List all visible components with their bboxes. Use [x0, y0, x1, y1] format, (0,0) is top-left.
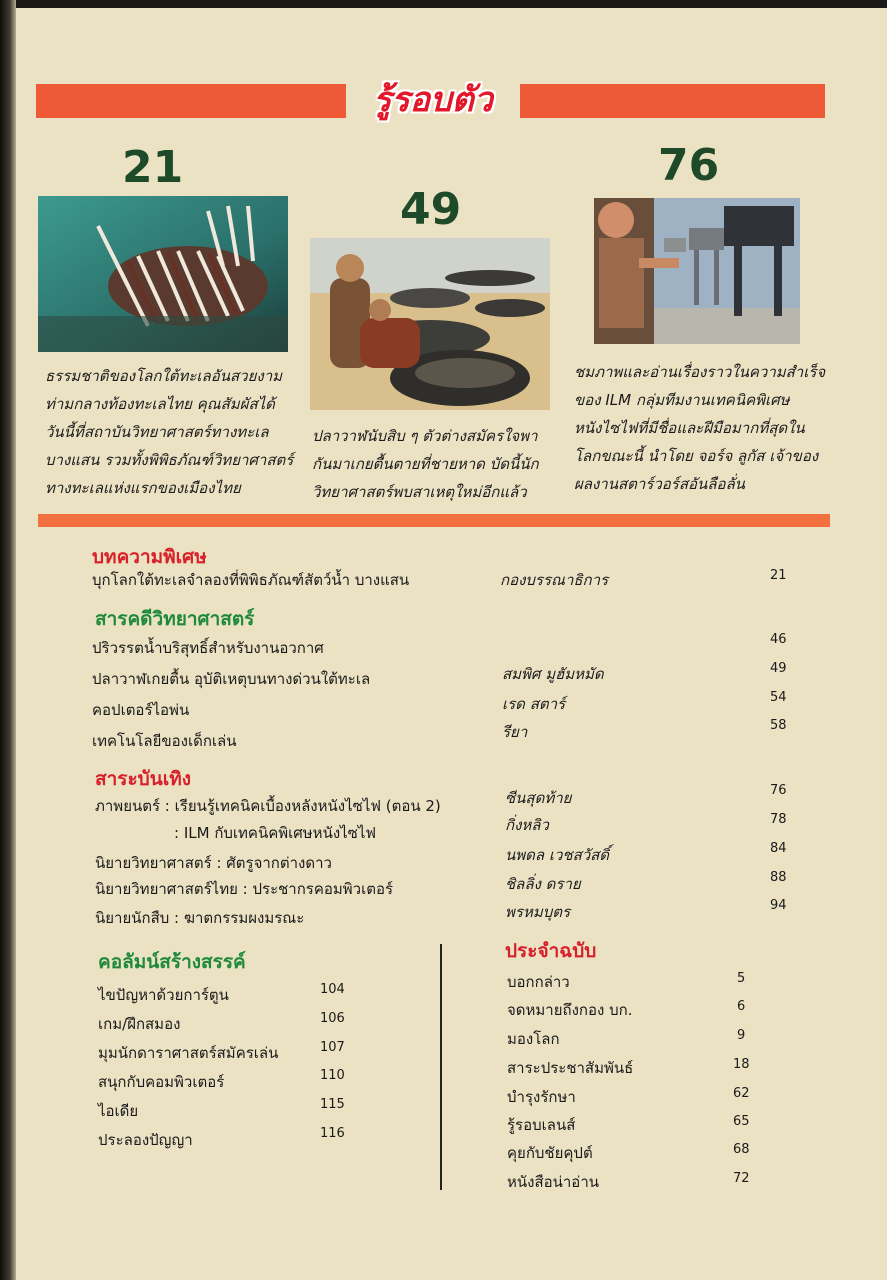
feature-page-number: 21 — [122, 142, 184, 193]
ilm-model-photo — [594, 198, 800, 344]
toc-item-author: เรด สตาร์ — [502, 695, 566, 713]
toc-item-title: : ILM กับเทคนิคพิเศษหนังไซไฟ — [174, 824, 377, 842]
toc-item-page: 104 — [320, 982, 345, 997]
toc-item-title: เกม/ฝึกสมอง — [98, 1015, 181, 1033]
toc-item-title: คุยกับชัยคุปต์ — [507, 1144, 593, 1162]
toc-item-title: สนุกกับคอมพิวเตอร์ — [98, 1073, 225, 1091]
toc-item-page: 106 — [320, 1011, 345, 1026]
section-logo: รู้รอบตัว — [373, 80, 493, 120]
toc-item-title: หนังสือน่าอ่าน — [507, 1173, 599, 1191]
stranded-whales-photo — [310, 238, 550, 410]
toc-item-title: มองโลก — [507, 1030, 560, 1048]
toc-item-page: 58 — [770, 718, 787, 733]
feature-page-number: 49 — [400, 184, 462, 235]
toc-item-title: สาระประชาสัมพันธ์ — [507, 1059, 634, 1077]
toc-item-page: 78 — [770, 812, 787, 827]
toc-item-title: ไขปัญหาด้วยการ์ตูน — [98, 986, 229, 1004]
feature-page-number: 76 — [658, 140, 720, 191]
toc-item-title: คอปเตอร์ไอพ่น — [92, 701, 190, 719]
feature-caption: ธรรมชาติของโลกใต้ทะเลอันสวยงาม ท่ามกลางท้องทะเลไทย คุณสัมผัสได้ วันนี้ที่สถาบันวิทยาศาสตร์ทางทะเล บางแสน รวมทั้งพิพิธภัณฑ์วิทยาศาสตร์ ทางทะเลแห่งแรกของเมืองไทย — [45, 367, 294, 497]
toc-item-author: กิ่งหลิว — [505, 816, 549, 834]
toc-item-title: มุมนักดาราศาสตร์สมัครเล่น — [98, 1044, 279, 1062]
toc-item-author: ชิลลิ่ง ดราย — [505, 875, 581, 893]
toc-item-page: 62 — [733, 1086, 750, 1101]
section-title-regular: ประจำฉบับ — [505, 940, 597, 962]
section-title-science: สารคดีวิทยาศาสตร์ — [95, 608, 255, 630]
toc-item-page: 21 — [770, 568, 787, 583]
toc-item-page: 94 — [770, 898, 787, 913]
toc-item-author: นพดล เวชสวัสดิ์ — [505, 846, 610, 864]
feature-caption: ปลาวาฬนับสิบ ๆ ตัวต่างสมัครใจพา กันมาเกยตื้นตายที่ชายหาด บัดนี้นัก วิทยาศาสตร์พบสาเหตุใหม่อีกแล้ว — [312, 427, 539, 501]
toc-item-page: 46 — [770, 632, 787, 647]
header-bar-right — [520, 84, 825, 118]
toc-item-page: 110 — [320, 1068, 345, 1083]
toc-item-page: 6 — [737, 999, 746, 1014]
toc-item-title: ปริวรรตน้ำบริสุทธิ์สำหรับงานอวกาศ — [92, 639, 324, 657]
toc-item-page: 88 — [770, 870, 787, 885]
toc-item-title: บุกโลกใต้ทะเลจำลองที่พิพิธภัณฑ์สัตว์น้ำ บางแสน — [92, 571, 410, 589]
section-title-special: บทความพิเศษ — [92, 546, 207, 568]
toc-item-page: 9 — [737, 1028, 746, 1043]
toc-item-title: ประลองปัญญา — [98, 1131, 193, 1149]
toc-item-title: ไอเดีย — [98, 1102, 139, 1120]
toc-item-title: จดหมายถึงกอง บก. — [507, 1001, 633, 1019]
header-bar-left — [36, 84, 346, 118]
toc-item-title: นิยายวิทยาศาสตร์ไทย : ประชากรคอมพิวเตอร์ — [95, 880, 394, 898]
lionfish-photo — [38, 196, 288, 352]
toc-item-page: 49 — [770, 661, 787, 676]
toc-item-page: 54 — [770, 690, 787, 705]
column-separator — [440, 944, 442, 1190]
toc-item-page: 72 — [733, 1171, 750, 1186]
toc-item-page: 116 — [320, 1126, 345, 1141]
toc-item-title: นิยายนักสืบ : ฆาตกรรมผงมรณะ — [95, 909, 305, 927]
toc-item-author: กองบรรณาธิการ — [500, 571, 609, 589]
section-divider — [38, 514, 830, 527]
toc-item-author: รียา — [502, 723, 528, 741]
toc-item-page: 18 — [733, 1057, 750, 1072]
toc-item-page: 5 — [737, 971, 746, 986]
toc-item-author: สมพิศ มูฮัมหมัด — [502, 665, 604, 683]
toc-item-author: ซีนสุดท้าย — [505, 789, 572, 807]
toc-item-page: 65 — [733, 1114, 750, 1129]
toc-item-page: 68 — [733, 1142, 750, 1157]
toc-item-title: เทคโนโลยีของเด็กเล่น — [92, 732, 237, 750]
section-title-entertainment: สาระบันเทิง — [95, 768, 192, 790]
section-title-columns: คอลัมน์สร้างสรรค์ — [98, 951, 246, 973]
toc-item-title: ปลาวาฬเกยตื้น อุบัติเหตุบนทางด่วนใต้ทะเล — [92, 670, 371, 688]
toc-item-page: 84 — [770, 841, 787, 856]
toc-item-page: 76 — [770, 783, 787, 798]
toc-item-title: ภาพยนตร์ : เรียนรู้เทคนิคเบื้องหลังหนังไซไฟ (ตอน 2) — [95, 797, 441, 815]
toc-item-title: บำรุงรักษา — [507, 1088, 576, 1106]
toc-item-page: 115 — [320, 1097, 345, 1112]
toc-item-title: บอกกล่าว — [507, 973, 570, 991]
feature-caption: ชมภาพและอ่านเรื่องราวในความสำเร็จ ของ ILM กลุ่มทีมงานเทคนิคพิเศษ หนังไซไฟที่มีชื่อและฝีมือมากที่สุดใน โลกขณะนี้ นำโดย จอร์จ ลูกัส เจ้าของ ผลงานสตาร์วอร์สอันลือลั่น — [574, 363, 826, 493]
toc-item-author: พรหมบุตร — [505, 903, 571, 921]
book-spine-shadow — [0, 0, 16, 1280]
toc-item-title: นิยายวิทยาศาสตร์ : ศัตรูจากต่างดาว — [95, 854, 332, 872]
toc-item-page: 107 — [320, 1040, 345, 1055]
toc-item-title: รู้รอบเลนส์ — [507, 1116, 576, 1134]
